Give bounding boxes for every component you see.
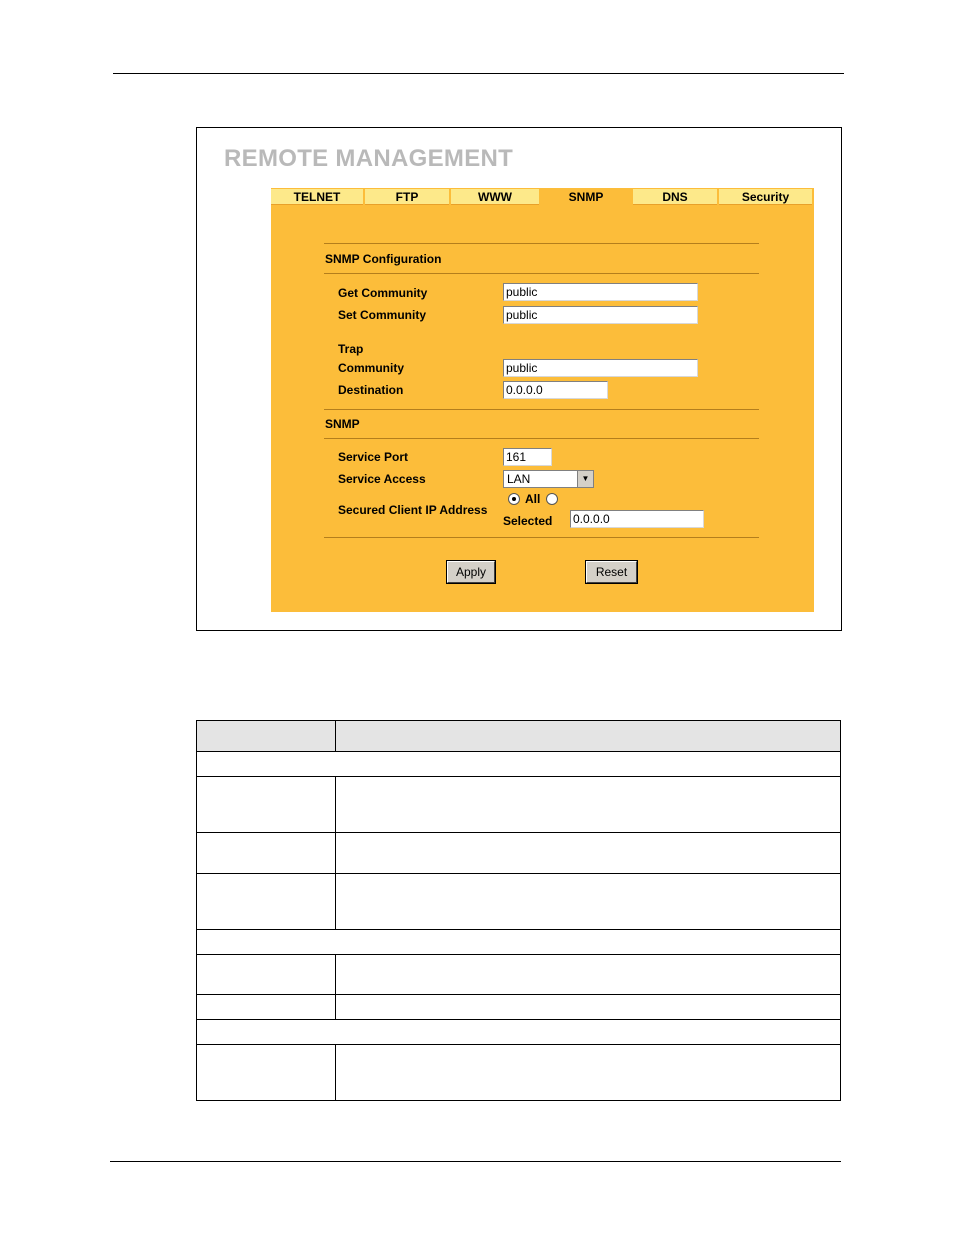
apply-button[interactable]: Apply: [447, 561, 495, 583]
secured-client-ip-label: Secured Client IP Address: [338, 503, 488, 517]
service-access-select[interactable]: [503, 470, 594, 488]
table-row: [197, 874, 840, 930]
table-cell: [197, 874, 336, 929]
trap-destination-input[interactable]: 0.0.0.0: [503, 381, 608, 399]
field-description-table: [196, 720, 841, 1101]
set-community-label: Set Community: [338, 308, 427, 322]
divider: [324, 438, 759, 439]
table-cell: [197, 955, 336, 994]
table-row: [197, 955, 840, 995]
radio-all-label: All: [525, 492, 541, 506]
get-community-label: Get Community: [338, 286, 428, 300]
table-section-row: [197, 752, 840, 777]
header-rule: [113, 73, 844, 74]
tab-ftp[interactable]: FTP: [365, 189, 449, 205]
service-access-value: LAN: [507, 472, 531, 486]
secured-client-ip-input[interactable]: 0.0.0.0: [570, 510, 704, 528]
table-row: [197, 1045, 840, 1100]
service-port-input[interactable]: 161: [503, 448, 552, 466]
footer-rule: [110, 1161, 841, 1162]
table-cell: [197, 721, 336, 751]
snmp-panel: [271, 188, 814, 612]
radio-selected-label: Selected: [503, 514, 553, 528]
set-community-input[interactable]: public: [503, 306, 698, 324]
table-cell: [197, 833, 336, 873]
tab-snmp[interactable]: SNMP: [541, 189, 631, 205]
chevron-down-icon[interactable]: ▼: [577, 471, 593, 487]
radio-all[interactable]: [508, 493, 520, 505]
tab-www[interactable]: WWW: [451, 189, 539, 205]
table-header-row: [197, 721, 840, 752]
tab-dns[interactable]: DNS: [633, 189, 717, 205]
service-access-label: Service Access: [338, 472, 426, 486]
divider: [324, 409, 759, 410]
table-row: [197, 777, 840, 833]
table-row: [197, 995, 840, 1020]
divider: [324, 273, 759, 274]
trap-destination-label: Destination: [338, 383, 404, 397]
radio-selected-dot: [512, 497, 516, 501]
table-row: [197, 833, 840, 874]
remote-management-screenshot: [196, 127, 842, 631]
snmp-heading: SNMP: [325, 417, 360, 431]
tab-security[interactable]: Security: [719, 189, 812, 205]
tab-bar: [271, 188, 814, 206]
reset-button[interactable]: Reset: [586, 561, 637, 583]
table-cell: [197, 1045, 336, 1100]
trap-community-input[interactable]: public: [503, 359, 698, 377]
radio-selected[interactable]: [546, 493, 558, 505]
table-cell: [197, 995, 336, 1019]
page-title: REMOTE MANAGEMENT: [224, 145, 514, 172]
trap-label: Trap: [338, 342, 364, 356]
snmp-configuration-heading: SNMP Configuration: [325, 252, 442, 266]
table-cell: [197, 777, 336, 832]
table-section-row: [197, 1020, 840, 1045]
service-port-label: Service Port: [338, 450, 409, 464]
divider: [324, 243, 759, 244]
trap-community-label: Community: [338, 361, 404, 375]
tab-telnet[interactable]: TELNET: [271, 189, 363, 205]
get-community-input[interactable]: public: [503, 283, 698, 301]
table-section-row: [197, 930, 840, 955]
divider: [324, 537, 759, 538]
